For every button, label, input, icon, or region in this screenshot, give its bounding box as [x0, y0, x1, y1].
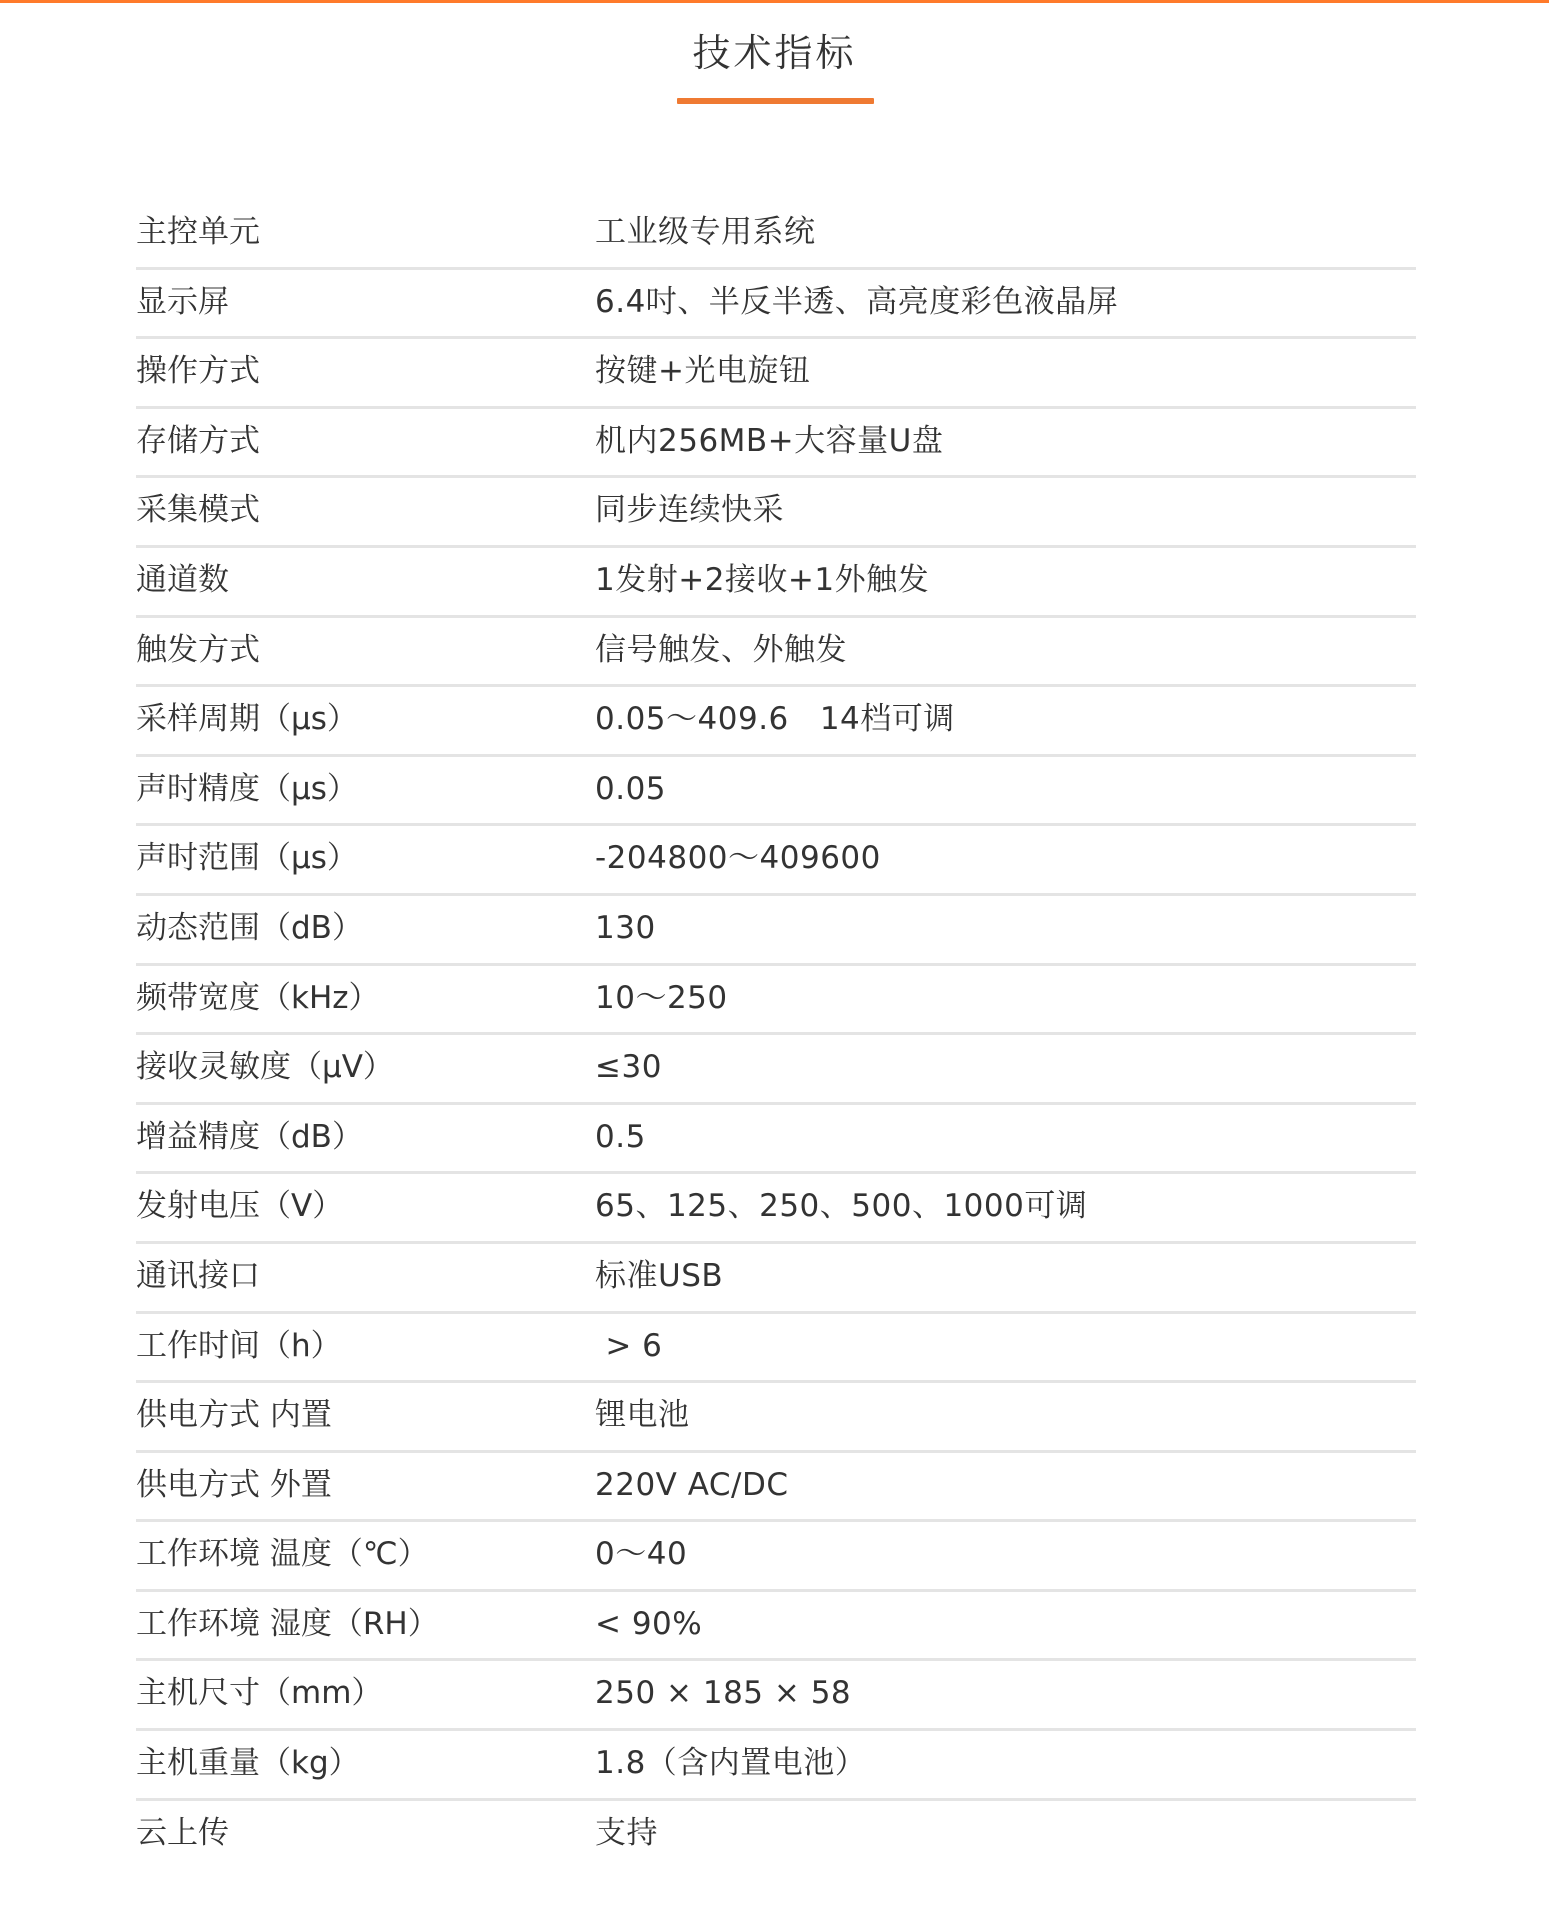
- table-row: [136, 1244, 1416, 1314]
- spec-value: 机内256MB+大容量U盘: [595, 422, 944, 459]
- spec-value: < 90%: [595, 1605, 703, 1642]
- spec-value: 1.8（含内置电池）: [595, 1745, 867, 1782]
- table-row: [136, 1592, 1416, 1662]
- spec-label: 声时范围（μs）: [136, 840, 358, 877]
- spec-table: [136, 200, 1416, 1870]
- spec-value: -204800～409600: [595, 840, 881, 877]
- spec-label: 触发方式: [136, 631, 260, 668]
- spec-value: 65、125、250、500、1000可调: [595, 1188, 1088, 1225]
- spec-label: 主机尺寸（mm）: [136, 1675, 383, 1712]
- spec-label: 采集模式: [136, 492, 260, 529]
- spec-value: 0.5: [595, 1118, 646, 1155]
- spec-label: 存储方式: [136, 422, 260, 459]
- spec-label: 主机重量（kg）: [136, 1745, 360, 1782]
- spec-label: 显示屏: [136, 283, 229, 320]
- spec-label: 操作方式: [136, 353, 260, 390]
- table-row: [136, 478, 1416, 548]
- table-row: [136, 826, 1416, 896]
- spec-label: 主控单元: [136, 214, 260, 250]
- spec-label: 增益精度（dB）: [136, 1118, 363, 1155]
- table-row: [136, 1731, 1416, 1801]
- section-title: 技术指标: [692, 31, 857, 75]
- spec-value: 130: [595, 909, 656, 946]
- spec-value: 支持: [595, 1814, 658, 1851]
- spec-label: 通讯接口: [136, 1257, 260, 1294]
- table-row: [136, 1522, 1416, 1592]
- table-row: [136, 1035, 1416, 1105]
- spec-value: > 6: [595, 1327, 663, 1364]
- table-row: [136, 548, 1416, 618]
- spec-label: 工作环境 温度（℃）: [136, 1536, 429, 1573]
- table-row: [136, 339, 1416, 409]
- table-row: [136, 1383, 1416, 1453]
- table-row: [136, 1105, 1416, 1175]
- spec-value: 0.05～409.6 14档可调: [595, 701, 955, 738]
- spec-value: 6.4吋、半反半透、高亮度彩色液晶屏: [595, 283, 1119, 320]
- spec-label: 发射电压（V）: [136, 1188, 344, 1225]
- table-row: [136, 1174, 1416, 1244]
- spec-value: 1发射+2接收+1外触发: [595, 561, 930, 598]
- spec-value: 0～40: [595, 1536, 688, 1573]
- spec-value: 工业级专用系统: [595, 214, 816, 250]
- table-row: [136, 687, 1416, 757]
- spec-label: 工作时间（h）: [136, 1327, 342, 1364]
- spec-label: 供电方式 外置: [136, 1466, 332, 1503]
- table-row: [136, 1453, 1416, 1523]
- table-row: [136, 200, 1416, 270]
- spec-value: 250 × 185 × 58: [595, 1675, 852, 1712]
- spec-value: ≤30: [595, 1049, 662, 1086]
- spec-value: 锂电池: [595, 1397, 690, 1434]
- spec-value: 220V AC/DC: [595, 1466, 789, 1503]
- title-underline: [677, 98, 874, 104]
- spec-label: 云上传: [136, 1814, 229, 1851]
- table-row: [136, 270, 1416, 340]
- table-row: [136, 896, 1416, 966]
- table-row: [136, 409, 1416, 479]
- spec-label: 工作环境 湿度（RH）: [136, 1605, 439, 1642]
- spec-value: 0.05: [595, 770, 667, 807]
- spec-value: 同步连续快采: [595, 492, 784, 529]
- spec-value: 10～250: [595, 979, 728, 1016]
- table-row: [136, 1661, 1416, 1731]
- table-row: [136, 618, 1416, 688]
- spec-label: 供电方式 内置: [136, 1397, 332, 1434]
- spec-value: 按键+光电旋钮: [595, 353, 811, 390]
- spec-label: 通道数: [136, 561, 229, 598]
- spec-value: 信号触发、外触发: [595, 631, 847, 668]
- spec-label: 声时精度（μs）: [136, 770, 358, 807]
- spec-label: 频带宽度（kHz）: [136, 979, 380, 1016]
- spec-label: 采样周期（μs）: [136, 701, 358, 738]
- table-row: [136, 1801, 1416, 1871]
- table-row: [136, 757, 1416, 827]
- spec-label: 动态范围（dB）: [136, 909, 363, 946]
- table-row: [136, 1314, 1416, 1384]
- table-row: [136, 966, 1416, 1036]
- section-header: [0, 0, 1549, 110]
- spec-value: 标准USB: [595, 1257, 724, 1294]
- spec-label: 接收灵敏度（μV）: [136, 1049, 394, 1086]
